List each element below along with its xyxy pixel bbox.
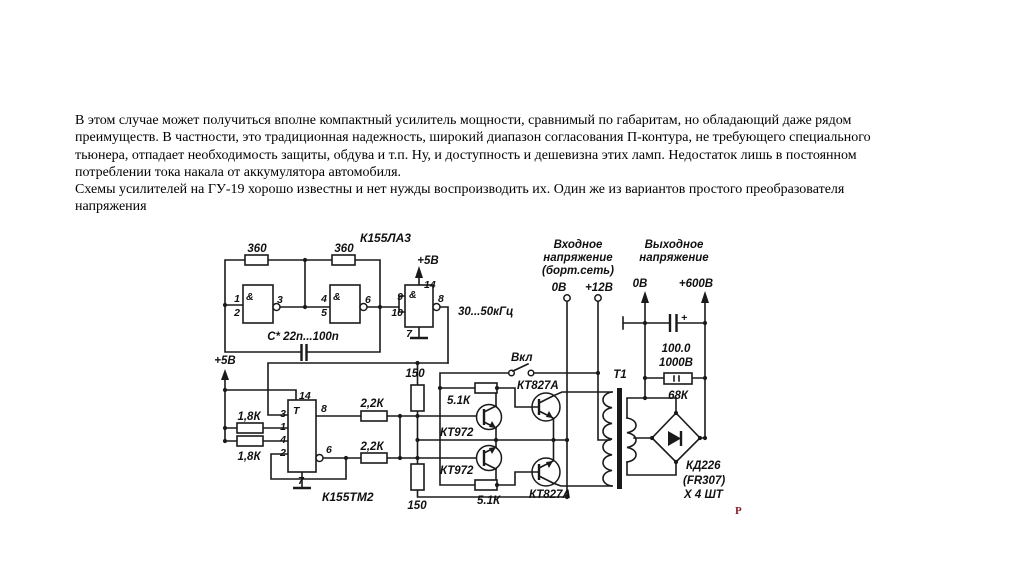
- paragraph-line: тьюнера, отпадает необходимость защиты, обдува и т.п. Ну, и доступность и дешевизна этих ламп. Недостаток лишь в постоянном: [75, 147, 857, 163]
- power-switch[interactable]: [509, 364, 534, 376]
- resistor-label: 360: [247, 243, 267, 255]
- paragraph-line: потреблении тока накала от аккумулятора автомобиля.: [75, 164, 402, 180]
- pin-number: 2: [280, 447, 286, 459]
- resistor-label: 2,2К: [360, 398, 384, 410]
- pin-number: 10: [391, 307, 403, 319]
- gate-symbol: &: [409, 289, 417, 301]
- resistor-2k2-1: [361, 411, 387, 421]
- resistor-2k2-2: [361, 453, 387, 463]
- pin-number: 8: [321, 403, 327, 415]
- transistor-label: КТ972: [440, 427, 474, 439]
- inverter-bubble: [316, 455, 323, 462]
- pin-number: 4: [280, 434, 286, 446]
- pin-number: 3: [277, 294, 283, 306]
- switch-lever: [513, 364, 528, 371]
- gate-symbol: &: [246, 291, 254, 303]
- resistor-label: 1,8К: [237, 411, 261, 423]
- switch-label: Вкл: [511, 352, 533, 364]
- pin-number: 6: [326, 444, 332, 456]
- ic-label: К155ЛА3: [360, 231, 411, 245]
- pin-number: 2: [234, 307, 240, 319]
- pin-number: 6: [365, 294, 371, 306]
- input-caption: Входное: [553, 239, 603, 251]
- transformer-t1: [603, 388, 636, 489]
- voltage-label: +12В: [585, 282, 613, 294]
- vcc-label: +5В: [417, 255, 439, 267]
- paragraph-line: преимуществ. В частности, это традиционная надежность, широкий диапазон согласования П-контура, не требующего специального: [75, 130, 871, 146]
- transistor-kt972-2: [477, 446, 502, 471]
- flipflop-body: [221, 369, 323, 472]
- gate-symbol: &: [333, 291, 341, 303]
- transformer-label: Т1: [613, 369, 627, 381]
- resistor-label: 360: [334, 243, 354, 255]
- polarity-plus-icon: +: [681, 312, 688, 324]
- resistor-5k1-2: [475, 480, 497, 490]
- primary-winding: [603, 392, 612, 486]
- vcc-arrow-icon: [221, 369, 229, 380]
- bridge-rectifier: [652, 413, 700, 462]
- page-mark: Р: [735, 505, 742, 517]
- capacitor-label: 100.0: [661, 343, 691, 355]
- transistor-kt972-1: [477, 405, 502, 430]
- diode-label: КД226: [686, 460, 721, 472]
- diode-icon: [668, 431, 681, 446]
- schematic-labels: [214, 231, 742, 517]
- transistor-label: КТ972: [440, 465, 474, 477]
- pin-number: 1: [234, 293, 240, 305]
- secondary-winding: [627, 418, 636, 462]
- paragraph-line: В этом случае может получиться вполне компактный усилитель мощности, сравнимый по габаритам, но обладающий даже рядом: [75, 113, 852, 128]
- frequency-label: 30...50кГц: [458, 306, 514, 318]
- paragraph-line: напряжения: [75, 199, 147, 215]
- pin-number: 8: [438, 293, 444, 305]
- diode-label: (FR307): [683, 475, 726, 487]
- capacitor-label: 1000В: [659, 357, 693, 369]
- resistor-5k1-1: [475, 383, 497, 393]
- trigger-symbol: Т: [293, 405, 300, 417]
- resistor-150-1: [411, 385, 424, 411]
- pin-number: 4: [321, 293, 327, 305]
- pin-number: 1: [280, 421, 286, 433]
- resistor-360-1: [245, 255, 268, 265]
- transistor-label: КТ827А: [529, 489, 571, 501]
- resistor-label: 5.1К: [477, 495, 501, 507]
- output-caption: Выходное: [644, 239, 704, 251]
- resistor-1k8-2: [237, 436, 263, 446]
- output-arrow-icon: [701, 291, 709, 303]
- vcc-label: +5В: [214, 355, 236, 367]
- resistor-150-2: [411, 464, 424, 490]
- capacitor-label: C* 22n...100n: [267, 331, 339, 343]
- vcc-arrow-icon: [415, 266, 423, 278]
- input-terminal-12v: [595, 295, 601, 301]
- resistor-1k8-1: [237, 423, 263, 433]
- transformer-core: [617, 388, 622, 489]
- resistor-label: 1,8К: [237, 451, 261, 463]
- input-caption: (борт.сеть): [542, 265, 614, 277]
- resistor-label: 150: [405, 368, 425, 380]
- paragraph-line: Схемы усилителей на ГУ-19 хорошо известны и нет нужды воспроизводить их. Один же из вариантов простого преобразователя: [75, 182, 845, 198]
- pin-number: 7: [298, 475, 304, 487]
- pin-number: 14: [299, 390, 311, 402]
- pin-number: 3: [280, 408, 286, 420]
- diode-label: Х 4 ШТ: [684, 489, 723, 501]
- switch-contact: [528, 370, 534, 376]
- resistor-label: 150: [407, 500, 427, 512]
- resistor-360-2: [332, 255, 355, 265]
- pin-number: 14: [424, 279, 436, 291]
- resistor-label: 2,2К: [360, 441, 384, 453]
- transistor-label: КТ827А: [517, 380, 559, 392]
- output-caption: напряжение: [639, 252, 709, 264]
- pin-number: 7: [406, 328, 412, 340]
- voltage-label: 0В: [632, 278, 648, 290]
- input-terminal-0v: [564, 295, 570, 301]
- pin-number: 5: [321, 307, 327, 319]
- resistor-68k: [664, 373, 692, 384]
- resistor-label: 68К: [668, 390, 688, 402]
- voltage-label: 0В: [551, 282, 567, 294]
- output-arrow-icon: [641, 291, 649, 303]
- pin-number: 9: [397, 291, 403, 303]
- input-caption: напряжение: [543, 252, 613, 264]
- resistor-label: 5.1К: [447, 395, 471, 407]
- voltage-label: +600В: [678, 278, 714, 290]
- ic-label: К155ТМ2: [322, 490, 374, 504]
